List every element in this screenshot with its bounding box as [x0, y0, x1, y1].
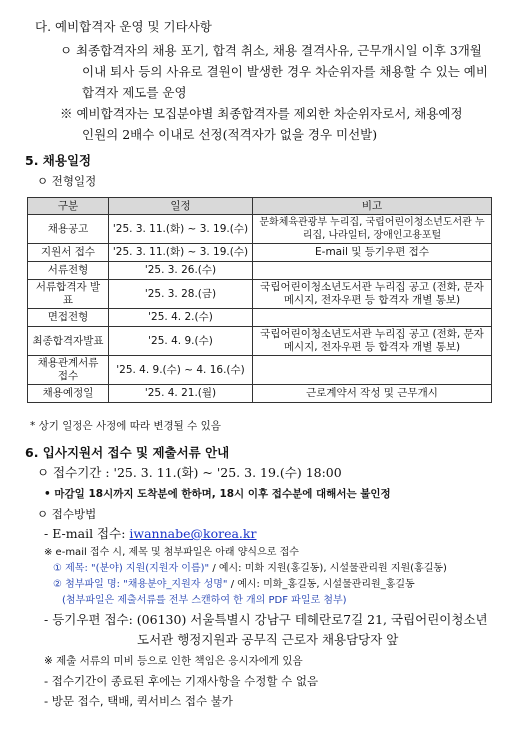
- cell-date: '25. 3. 26.(수): [109, 262, 253, 280]
- section-d-note: ※ 예비합격자는 모집분야별 최종합격자를 제외한 차순위자로서, 채용예정: [60, 106, 463, 121]
- email-label: - E-mail 접수:: [44, 526, 126, 541]
- section-5-subtitle: ㅇ 전형일정: [37, 174, 97, 188]
- method-heading: ㅇ 접수방법: [37, 507, 97, 521]
- header-note: 비고: [253, 198, 492, 215]
- cell-date: '25. 4. 21.(월): [109, 385, 253, 403]
- table-row: [28, 262, 492, 280]
- section-d-title: 다. 예비합격자 운영 및 기타사항: [35, 19, 212, 34]
- post-address: - 등기우편 접수: (06130) 서울특별시 강남구 테헤란로7길 21, 국립어린이청소년: [44, 612, 488, 627]
- cell-stage: 최종합격자발표: [28, 327, 109, 356]
- cell-date: '25. 3. 11.(화) ~ 3. 19.(수): [109, 215, 253, 244]
- header-stage: 구분: [28, 198, 109, 215]
- section-d-bullet-cont: 합격자 제도를 운영: [82, 85, 187, 100]
- subject-format-row: [53, 562, 447, 576]
- schedule-footnote: * 상기 일정은 사정에 따라 변경될 수 있음: [30, 420, 221, 432]
- cell-note: 국립어린이청소년도서관 누리집 공고 (전화, 문자 메시지, 전자우편 등 합격자 개별 통보): [253, 327, 492, 356]
- cell-date: '25. 4. 2.(수): [109, 309, 253, 327]
- post-address-cont: 도서관 행정지원과 공무직 근로자 채용담당자 앞: [137, 632, 399, 647]
- email-row: [44, 526, 256, 542]
- section-d-bullet-cont: 이내 퇴사 등의 사유로 결원이 발생한 경우 차순위자를 채용할 수 있는 예비: [82, 64, 488, 79]
- application-period: ㅇ 접수기간 : '25. 3. 11.(화) ~ '25. 3. 19.(수) 18:00: [37, 465, 342, 480]
- subject-format: ① 제목: "(분야) 지원(지원자 이름)": [53, 563, 210, 574]
- no-visit-note: - 방문 접수, 택배, 퀵서비스 접수 불가: [44, 694, 233, 708]
- subject-example: / 예시: 미화 지원(홍길동), 시설물관리원 지원(홍길동): [212, 563, 447, 574]
- cell-note: 근로계약서 작성 및 근무개시: [253, 385, 492, 403]
- cell-stage: 면접전형: [28, 309, 109, 327]
- cell-date: '25. 3. 28.(금): [109, 280, 253, 309]
- cell-note: 국립어린이청소년도서관 누리집 공고 (전화, 문자 메시지, 전자우편 등 합격자 개별 통보): [253, 280, 492, 309]
- cell-stage: 서류합격자 발표: [28, 280, 109, 309]
- no-edit-note: - 접수기간이 종료된 후에는 기재사항을 수정할 수 없음: [44, 674, 319, 688]
- table-row: [28, 385, 492, 403]
- header-date: 일정: [109, 198, 253, 215]
- section-d-bullet: ㅇ 최종합격자의 채용 포기, 합격 취소, 채용 결격사유, 근무개시일 이후 3개월: [60, 43, 482, 58]
- cell-stage: 채용공고: [28, 215, 109, 244]
- cell-stage: 지원서 접수: [28, 244, 109, 262]
- schedule-table: [27, 197, 492, 403]
- cell-note: [253, 356, 492, 385]
- cell-stage: 채용관계서류 접수: [28, 356, 109, 385]
- table-row: [28, 244, 492, 262]
- table-header-row: [28, 198, 492, 215]
- cell-note: [253, 309, 492, 327]
- table-row: [28, 215, 492, 244]
- attach-format: ② 첨부파일 명: "채용분야_지원자 성명": [53, 579, 228, 590]
- cell-stage: 서류전형: [28, 262, 109, 280]
- section-d-note-cont: 인원의 2배수 이내로 선정(적격자가 없을 경우 미선발): [82, 127, 378, 142]
- responsibility-note: ※ 제출 서류의 미비 등으로 인한 책임은 응시자에게 있음: [44, 655, 303, 667]
- deadline-note: • 마감일 18시까지 도착분에 한하며, 18시 이후 접수분에 대해서는 불인정: [44, 488, 391, 500]
- table-row: [28, 280, 492, 309]
- cell-stage: 채용예정일: [28, 385, 109, 403]
- cell-note: [253, 262, 492, 280]
- cell-date: '25. 4. 9.(수): [109, 327, 253, 356]
- scan-note: (첨부파일은 제출서류를 전부 스캔하여 한 개의 PDF 파일로 첨부): [62, 595, 347, 606]
- cell-date: '25. 4. 9.(수) ~ 4. 16.(수): [109, 356, 253, 385]
- table-row: [28, 327, 492, 356]
- cell-note: 문화체육관광부 누리집, 국립어린이청소년도서관 누리집, 나라일터, 장애인고용포털: [253, 215, 492, 244]
- cell-date: '25. 3. 11.(화) ~ 3. 19.(수): [109, 244, 253, 262]
- attach-format-row: [53, 578, 415, 592]
- section-5-title: 5. 채용일정: [25, 153, 92, 168]
- email-link[interactable]: iwannabe@korea.kr: [129, 526, 257, 541]
- email-note: ※ e-mail 접수 시, 제목 및 첨부파일은 아래 양식으로 접수: [44, 547, 299, 558]
- section-6-title: 6. 입사지원서 접수 및 제출서류 안내: [25, 445, 230, 460]
- table-row: [28, 309, 492, 327]
- table-row: [28, 356, 492, 385]
- attach-example: / 예시: 미화_홍길동, 시설물관리원_홍길동: [230, 579, 415, 590]
- cell-note: E-mail 및 등기우편 접수: [253, 244, 492, 262]
